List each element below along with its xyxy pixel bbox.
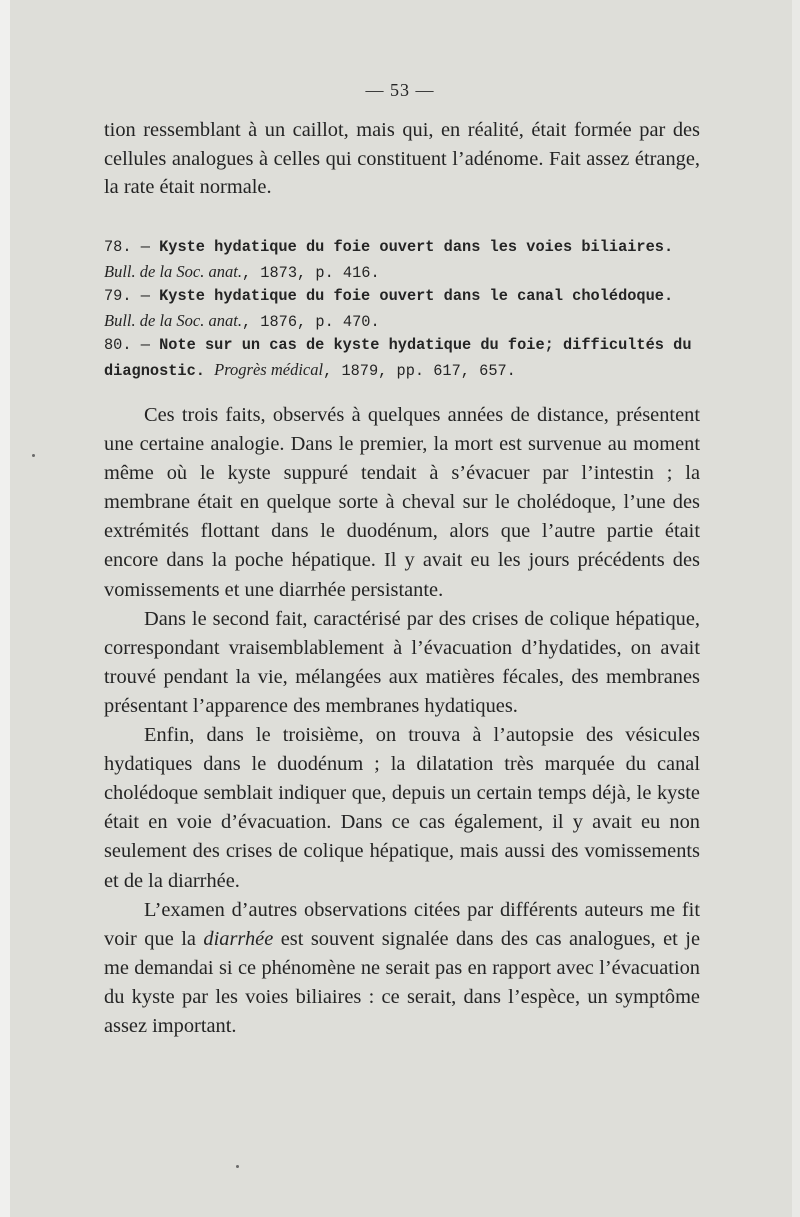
reference-details: , 1876, p. 470.: [241, 312, 380, 331]
reference-list: [104, 236, 702, 383]
reference-journal: Progrès médical: [214, 359, 324, 379]
page-right-margin: [792, 0, 800, 1217]
body-paragraph: Enfin, dans le troisième, on trouva à l’autopsie des vésicules hydatiques dans le duodénum ; la dilatation très marquée du canal cholédoque semblait indiquer que, depuis un certain temps déjà, le kyste était en voie d’évacuation. Dans ce cas également, il y avait eu non seulement des crises de colique hépatique, mais aussi des vomissements et de la diarrhée.: [104, 724, 700, 892]
reference-item: [104, 334, 702, 383]
body-paragraph: Dans le second fait, caractérisé par des crises de colique hépatique, correspondant vraisemblablement à l’évacuation d’hydatides, on avait trouvé pendant la vie, mélangées aux matières fécales, des membranes présentant l’apparence des membranes hydatiques.: [104, 607, 700, 717]
reference-item: [104, 285, 702, 334]
reference-item: [104, 236, 702, 285]
paragraph-text: L’examen d’autres observations citées par différents auteurs me fit voir que la: [104, 898, 700, 950]
reference-journal: Bull. de la Soc. anat.: [104, 310, 242, 330]
body-paragraph: [104, 896, 700, 1041]
reference-title: Kyste hydatique du foie ouvert dans les voies biliaires.: [159, 238, 674, 256]
reference-number: 79. —: [104, 287, 150, 305]
reference-details: , 1879, pp. 617, 657.: [323, 361, 516, 380]
reference-number: 80. —: [104, 336, 150, 354]
reference-details: , 1873, p. 416.: [241, 263, 380, 282]
intro-paragraph: tion ressemblant à un caillot, mais qui, en réalité, était formée par des cellules analogues à celles qui constituent l’adénome. Fait assez étrange, la rate était normale.: [104, 119, 700, 198]
reference-journal: Bull. de la Soc. anat.: [104, 261, 242, 281]
paragraph-text: est souvent signalée dans des cas analogues, et je me demandai si ce phénomène ne serait pas en rapport avec l’évacuation du kyste par les voies biliaires : ce serait, dans l’espèce, un symptôme assez important.: [104, 927, 700, 1037]
body-paragraph: Ces trois faits, observés à quelques années de distance, présentent une certaine analogie. Dans le premier, la mort est survenue au moment même où le kyste suppuré tendait à s’évacuer par l’intestin ; la membrane était en quelque sorte à cheval sur le cholédoque, l’une des extrémités flottant dans le duodénum, alors que l’autre partie était encore dans la poche hépatique. Il y avait eu les jours précédents des vomissements et une diarrhée persistante.: [104, 404, 700, 601]
paper-speck: [32, 454, 35, 457]
reference-number: 78. —: [104, 238, 150, 256]
paper-speck: [236, 1165, 239, 1168]
reference-title: Note sur un cas de kyste hydatique du foie; difficultés du diagnostic.: [104, 336, 692, 380]
reference-title: Kyste hydatique du foie ouvert dans le canal cholédoque.: [159, 287, 674, 305]
page-left-margin: [0, 0, 10, 1217]
italic-term: diarrhée: [203, 927, 274, 950]
body-text: [104, 401, 700, 1041]
page-number: — 53 —: [365, 80, 435, 100]
